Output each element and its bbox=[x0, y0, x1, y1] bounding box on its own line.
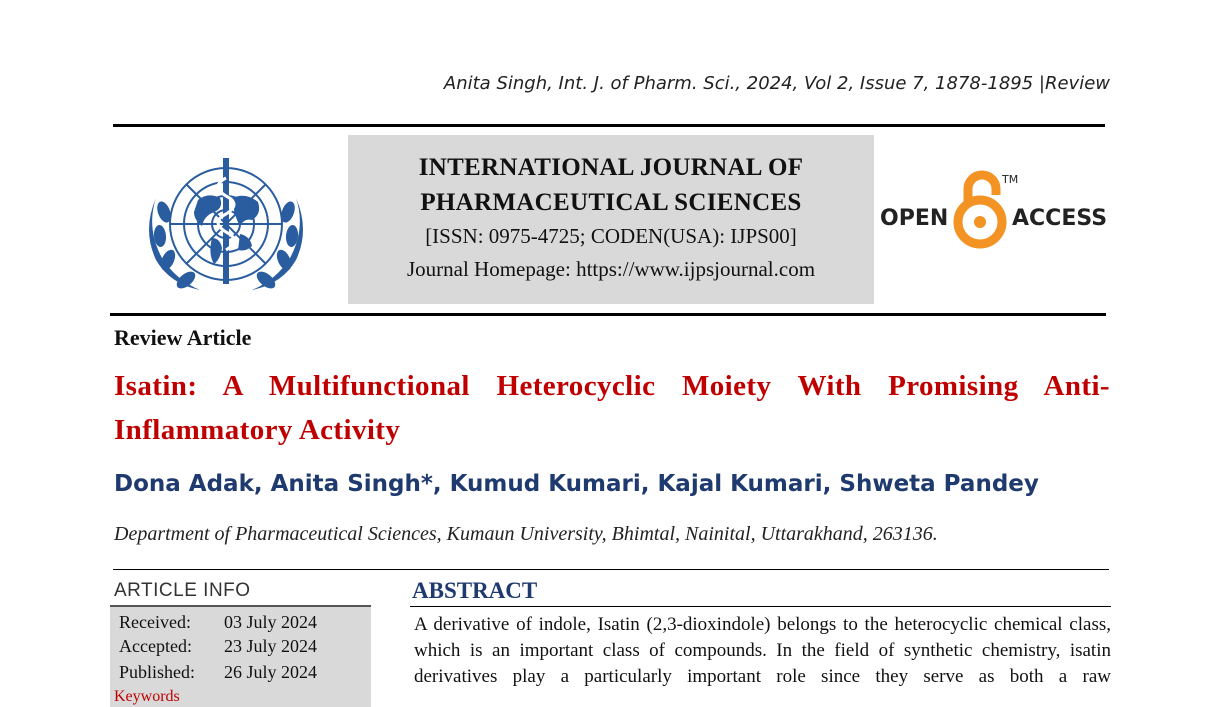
received-label: Received: bbox=[119, 612, 191, 632]
open-access-right-text: ACCESS bbox=[1012, 206, 1108, 231]
accepted-label: Accepted: bbox=[119, 636, 192, 656]
journal-title-line2: PHARMACEUTICAL SCIENCES bbox=[420, 189, 802, 216]
open-access-logo-icon bbox=[880, 165, 1110, 255]
accepted-date: 23 July 2024 bbox=[224, 636, 318, 656]
affiliation: Department of Pharmaceutical Sciences, Kumaun University, Bhimtal, Nainital, Uttarakhand, 263136. bbox=[114, 523, 938, 545]
article-info-label: ARTICLE INFO bbox=[114, 580, 251, 601]
received-date: 03 July 2024 bbox=[224, 612, 318, 632]
journal-emblem-icon bbox=[128, 138, 324, 306]
published-label: Published: bbox=[119, 662, 196, 682]
abstract-text: A derivative of indole, Isatin (2,3-dioxindole) belongs to the heterocyclic chemical class, which is an important class of compounds. In the field of synthetic chemistry, isatin derivatives play a particularly important role since they serve as both a raw bbox=[414, 614, 1111, 687]
open-access-tm: TM bbox=[1002, 173, 1019, 186]
author-list: Dona Adak, Anita Singh*, Kumud Kumari, Kajal Kumari, Shweta Pandey bbox=[114, 471, 1039, 497]
article-title: Isatin: A Multifunctional Heterocyclic Moiety With Promising Anti-Inflammatory Activity bbox=[114, 370, 1110, 446]
journal-homepage[interactable]: Journal Homepage: https://www.ijpsjournal.com bbox=[406, 257, 816, 281]
masthead-bottom-rule bbox=[110, 313, 1106, 316]
accepted-row bbox=[119, 636, 317, 657]
received-row bbox=[119, 612, 317, 633]
section-divider bbox=[113, 569, 1109, 570]
journal-title-line1: INTERNATIONAL JOURNAL OF bbox=[418, 154, 804, 181]
abstract-heading: ABSTRACT bbox=[412, 578, 538, 603]
journal-issn: [ISSN: 0975-4725; CODEN(USA): IJPS00] bbox=[425, 224, 797, 248]
top-rule bbox=[113, 124, 1105, 127]
journal-masthead bbox=[348, 135, 874, 304]
citation-header: Anita Singh, Int. J. of Pharm. Sci., 2024, Vol 2, Issue 7, 1878-1895 |Review bbox=[443, 73, 1110, 94]
abstract-rule bbox=[410, 606, 1111, 607]
published-row bbox=[119, 662, 317, 683]
keywords-label: Keywords bbox=[114, 688, 180, 705]
article-type: Review Article bbox=[114, 325, 252, 350]
published-date: 26 July 2024 bbox=[224, 662, 318, 682]
open-access-left-text: OPEN bbox=[880, 206, 949, 231]
